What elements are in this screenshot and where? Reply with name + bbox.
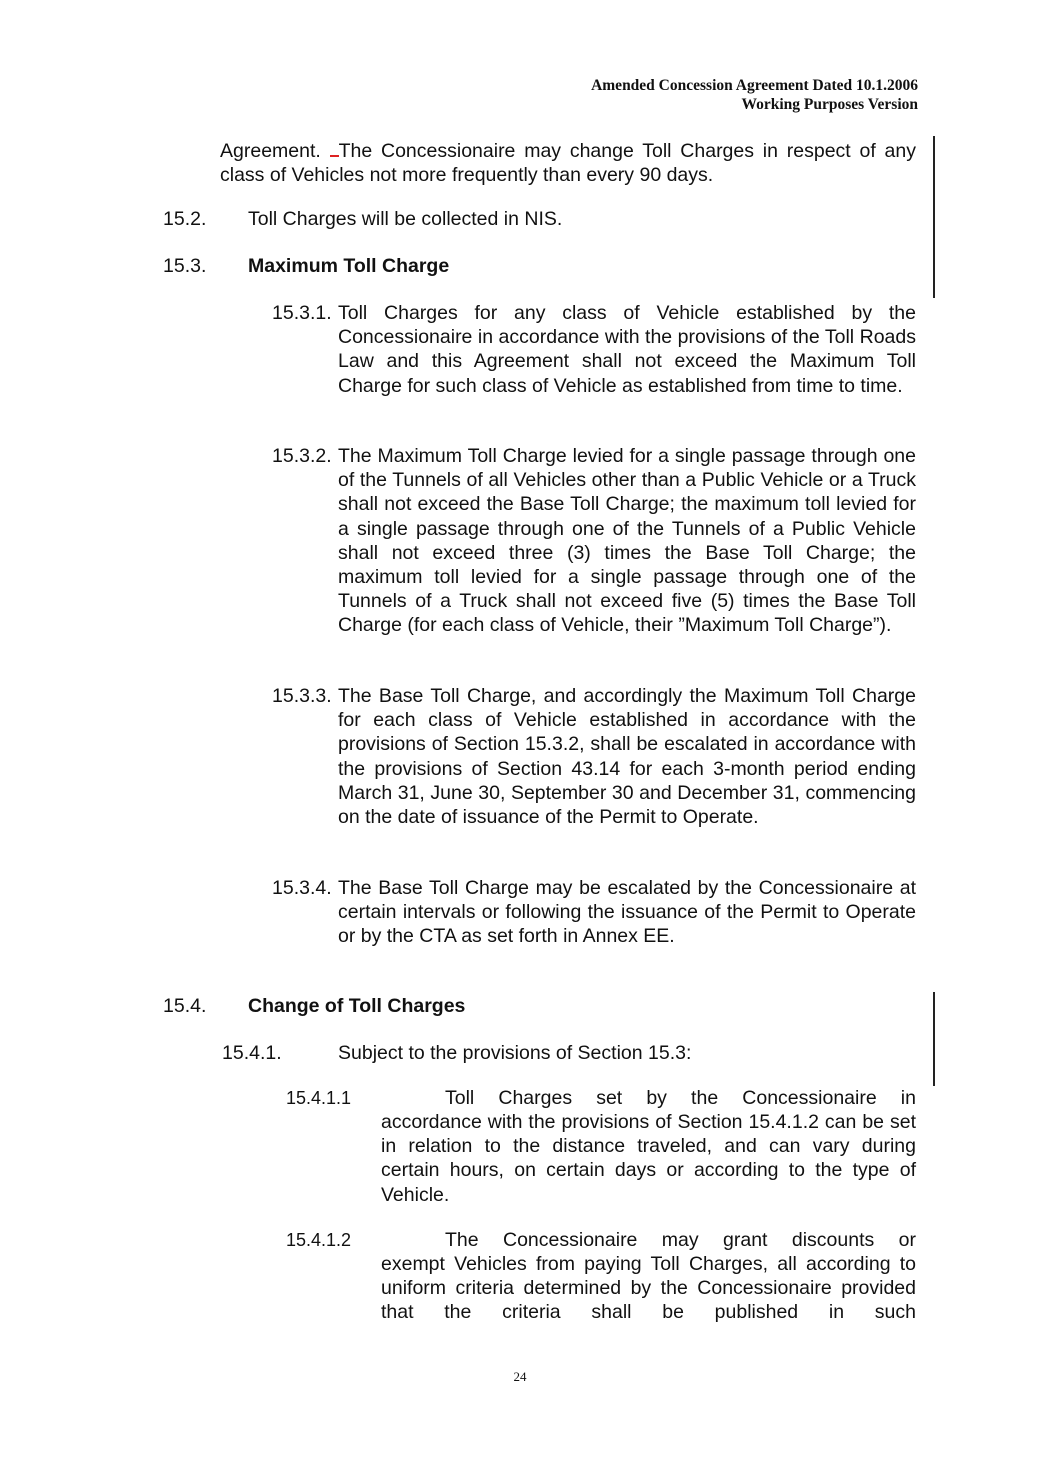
header-title: Amended Concession Agreement Dated 10.1.2006 xyxy=(591,77,918,94)
section-15-4-1-text: Subject to the provisions of Section 15.3: xyxy=(338,1042,692,1064)
insertion-mark xyxy=(330,137,339,157)
section-15-4-1-2-first-line: The Concessionaire may grant discounts or xyxy=(445,1229,916,1251)
section-15-4-heading: Change of Toll Charges xyxy=(248,995,466,1017)
section-number: 15.3.1. xyxy=(272,302,332,324)
section-number: 15.3. xyxy=(163,255,207,277)
section-15-4-1-1-text: accordance with the provisions of Section 15.4.1.2 can be set in relation to the distance traveled, and can vary during certain hours, on certain days or according to the type of Vehicle. xyxy=(381,1111,916,1206)
section-number: 15.4. xyxy=(163,995,207,1017)
change-bar xyxy=(933,992,935,1086)
running-header xyxy=(591,76,918,114)
section-15-4-1-1-first-line: Toll Charges set by the Concessionaire in xyxy=(445,1087,916,1109)
intro-paragraph xyxy=(220,137,916,187)
page-number: 24 xyxy=(513,1369,527,1384)
section-15-3-3-text: The Base Toll Charge, and accordingly the Maximum Toll Charge for each class of Vehicle established in accordance with the provisions of Section 15.3.2, shall be escalated in accordance with the provisions of Section 43.14 for each 3-month period ending March 31, June 30, September 30 and December 31, commencing on the date of issuance of the Permit to Operate. xyxy=(338,685,916,829)
intro-text-start: Agreement. xyxy=(220,140,330,162)
section-15-2-text: Toll Charges will be collected in NIS. xyxy=(248,208,563,230)
section-15-3-2-text: The Maximum Toll Charge levied for a single passage through one of the Tunnels of all Vehicles other than a Public Vehicle or a Truck shall not exceed the Base Toll Charge; the maximum toll levied for a single passage through one of the Tunnels of a Public Vehicle shall not exceed three (3) times the Base Toll Charge; the maximum toll levied for a single passage through one of the Tunnels of a Truck shall not exceed five (5) times the Base Toll Charge (for each class of Vehicle, their ”Maximum Toll Charge”). xyxy=(338,445,916,637)
section-15-3-heading: Maximum Toll Charge xyxy=(248,255,450,277)
section-number: 15.4.1.2 xyxy=(286,1230,352,1250)
section-15-3-1-text: Toll Charges for any class of Vehicle established by the Concessionaire in accordance with the provisions of the Toll Roads Law and this Agreement shall not exceed the Maximum Toll Charge for such class of Vehicle as established from time to time. xyxy=(338,302,916,397)
section-15-4-1-2-text: exempt Vehicles from paying Toll Charges, all according to uniform criteria determined by the Concessionaire provided that the criteria shall be published in such xyxy=(381,1253,916,1324)
change-bar xyxy=(933,136,935,298)
section-number: 15.3.2. xyxy=(272,445,332,467)
section-number: 15.4.1.1 xyxy=(286,1088,352,1108)
intro-text-rest: The Concessionaire may change Toll Charges in respect of any class of Vehicles not more frequently than every 90 days. xyxy=(220,140,916,187)
section-number: 15.3.3. xyxy=(272,685,332,707)
section-number: 15.4.1. xyxy=(222,1042,282,1064)
section-15-3-4-text: The Base Toll Charge may be escalated by the Concessionaire at certain intervals or following the issuance of the Permit to Operate or by the CTA as set forth in Annex EE. xyxy=(338,877,916,948)
header-version: Working Purposes Version xyxy=(741,96,918,113)
section-number: 15.3.4. xyxy=(272,877,332,899)
section-number: 15.2. xyxy=(163,208,207,230)
